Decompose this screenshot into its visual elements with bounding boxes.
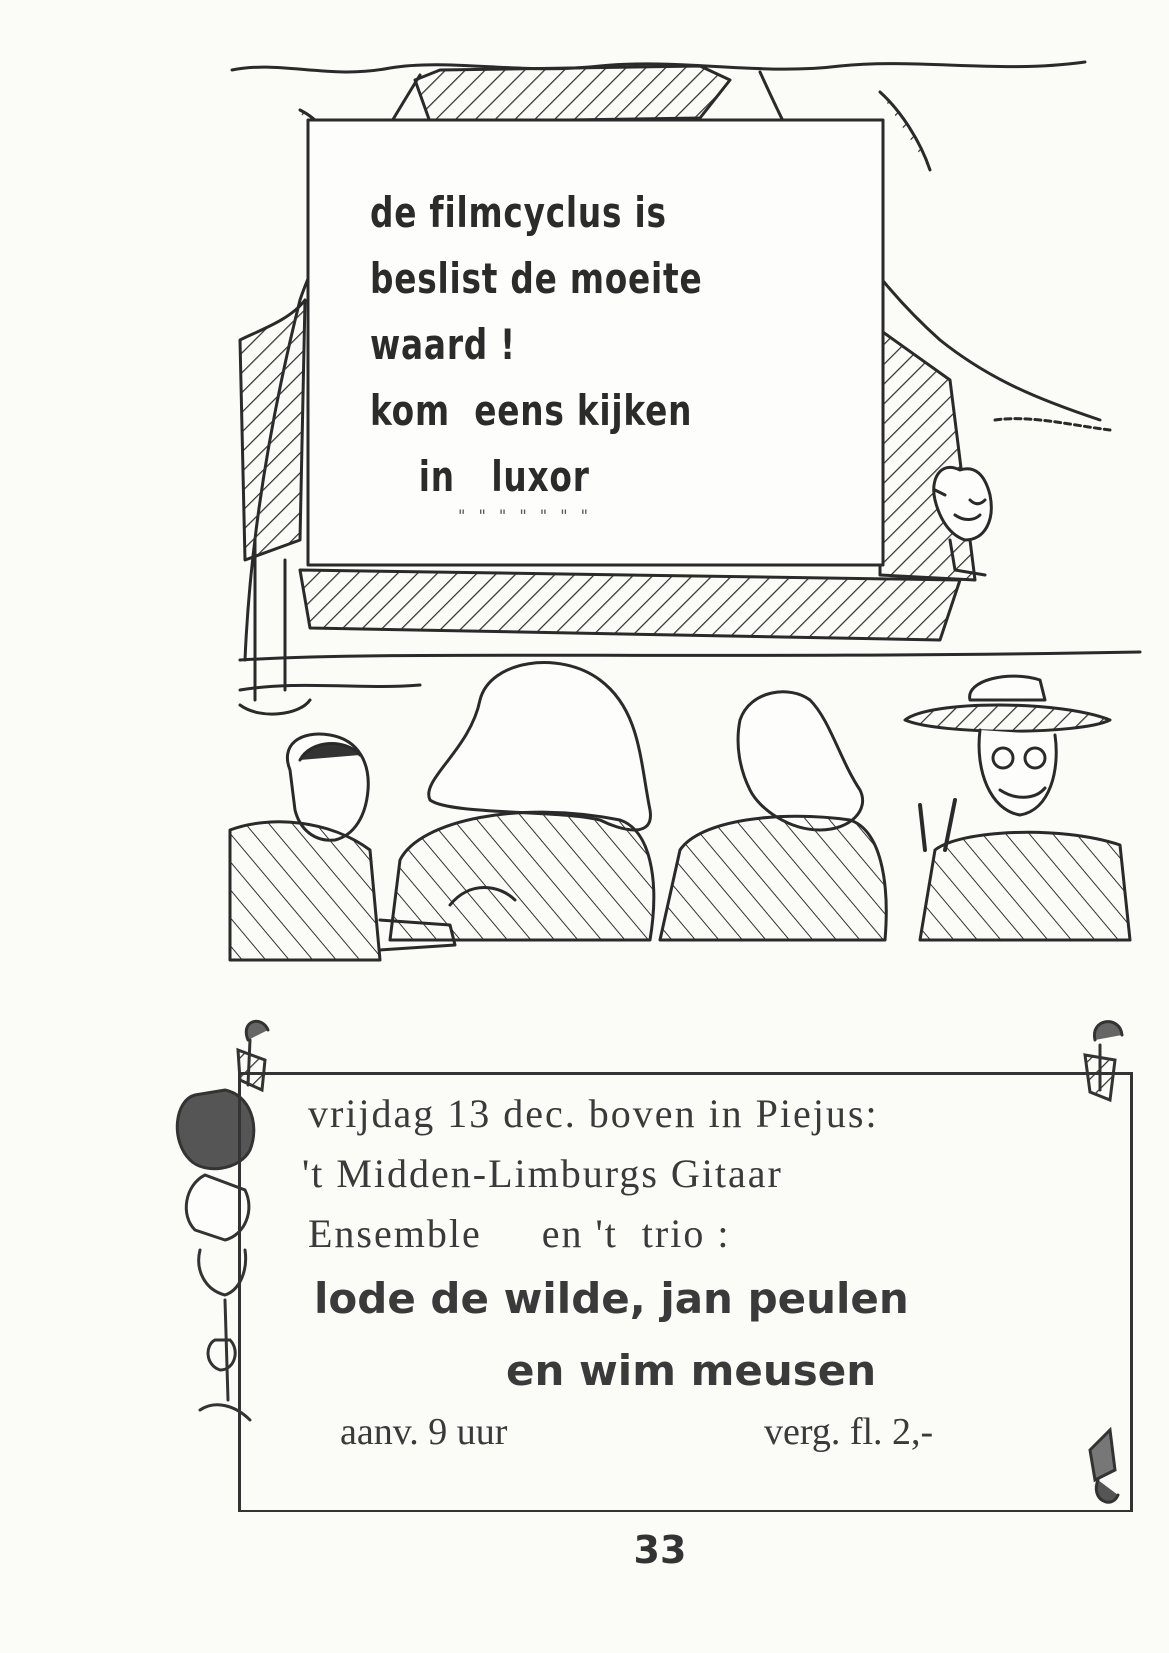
screen-line-2: beslist de moeite: [370, 254, 703, 303]
screen-dots: " " " " " " ": [458, 506, 593, 525]
start-time: aanv. 9 uur: [340, 1411, 508, 1453]
screen-line-3: waard !: [370, 320, 516, 369]
screen-message: [370, 180, 703, 510]
price: verg. fl. 2,-: [764, 1411, 934, 1453]
announcement-line-5: en wim meusen: [506, 1346, 877, 1395]
announcement-line-2: 't Midden-Limburgs Gitaar: [302, 1151, 783, 1196]
announcement-line-3: Ensemble en 't trio :: [308, 1211, 731, 1256]
page-number: 33: [633, 1528, 687, 1572]
announcement-line-4: lode de wilde, jan peulen: [314, 1274, 909, 1323]
screen-line-4: kom eens kijken: [370, 386, 693, 435]
audience-woman: [429, 663, 651, 830]
screen-line-1: de filmcyclus is: [370, 188, 667, 237]
screen-line-5: in luxor: [370, 452, 590, 501]
audience-hat-man: [970, 676, 1045, 700]
audience-bald-man: [738, 692, 863, 830]
announcement-line-1: vrijdag 13 dec. boven in Piejus:: [308, 1091, 879, 1136]
